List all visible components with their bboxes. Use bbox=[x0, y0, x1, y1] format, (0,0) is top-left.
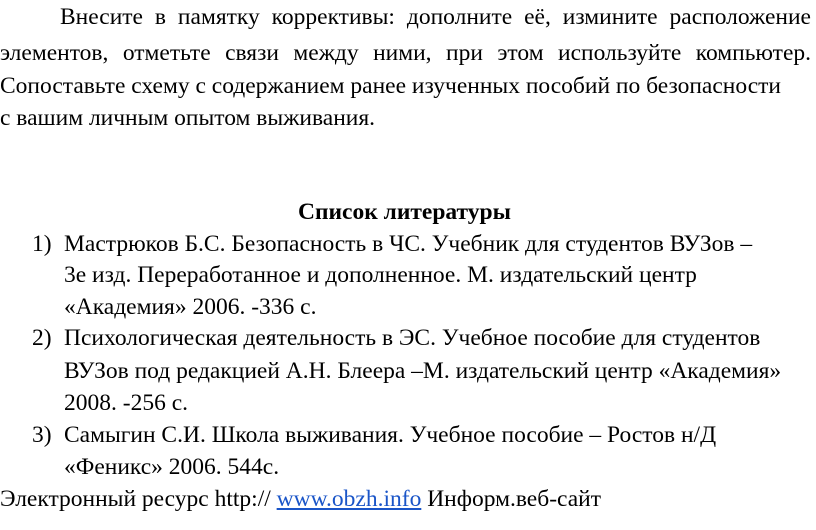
website-link[interactable]: www.obzh.info bbox=[276, 486, 422, 512]
list-item-line: «Академия» 2006. -336 с. bbox=[64, 294, 317, 320]
list-item-line: Мастрюков Б.С. Безопасность в ЧС. Учебник для студентов ВУЗов – bbox=[64, 231, 753, 257]
list-item-line: 3е изд. Переработанное и дополненное. М. издательский центр bbox=[64, 262, 697, 288]
list-item-number: 2) bbox=[32, 325, 52, 351]
intro-line-3: Сопоставьте схему с содержанием ранее изученных пособий по безопасности bbox=[0, 73, 781, 99]
list-item-line: 2008. -256 с. bbox=[64, 390, 189, 416]
electronic-resource bbox=[0, 488, 601, 512]
list-item-line: «Феникс» 2006. 544с. bbox=[64, 454, 280, 480]
references-title: Список литературы bbox=[298, 199, 511, 225]
list-item-number: 3) bbox=[32, 422, 52, 448]
list-item-line: Психологическая деятельность в ЭС. Учебное пособие для студентов bbox=[64, 325, 761, 351]
intro-line-4: с вашим личным опытом выживания. bbox=[0, 105, 376, 131]
intro-line-2: элементов, отметьте связи между ними, при этом используйте компьютер. bbox=[0, 40, 811, 66]
list-item-line: ВУЗов под редакцией А.Н. Блеера –М. издательский центр «Академия» bbox=[64, 358, 782, 384]
intro-line-1: Внесите в памятку коррективы: дополните её, изминитe расположение bbox=[60, 4, 811, 30]
electronic-resource-suffix: Информ.веб-сайт bbox=[421, 486, 602, 512]
list-item-line: Самыгин С.И. Школа выживания. Учебное пособие – Ростов н/Д bbox=[64, 422, 717, 448]
electronic-resource-prefix: Электронный ресурс http:// bbox=[0, 486, 277, 512]
list-item-number: 1) bbox=[32, 231, 52, 257]
